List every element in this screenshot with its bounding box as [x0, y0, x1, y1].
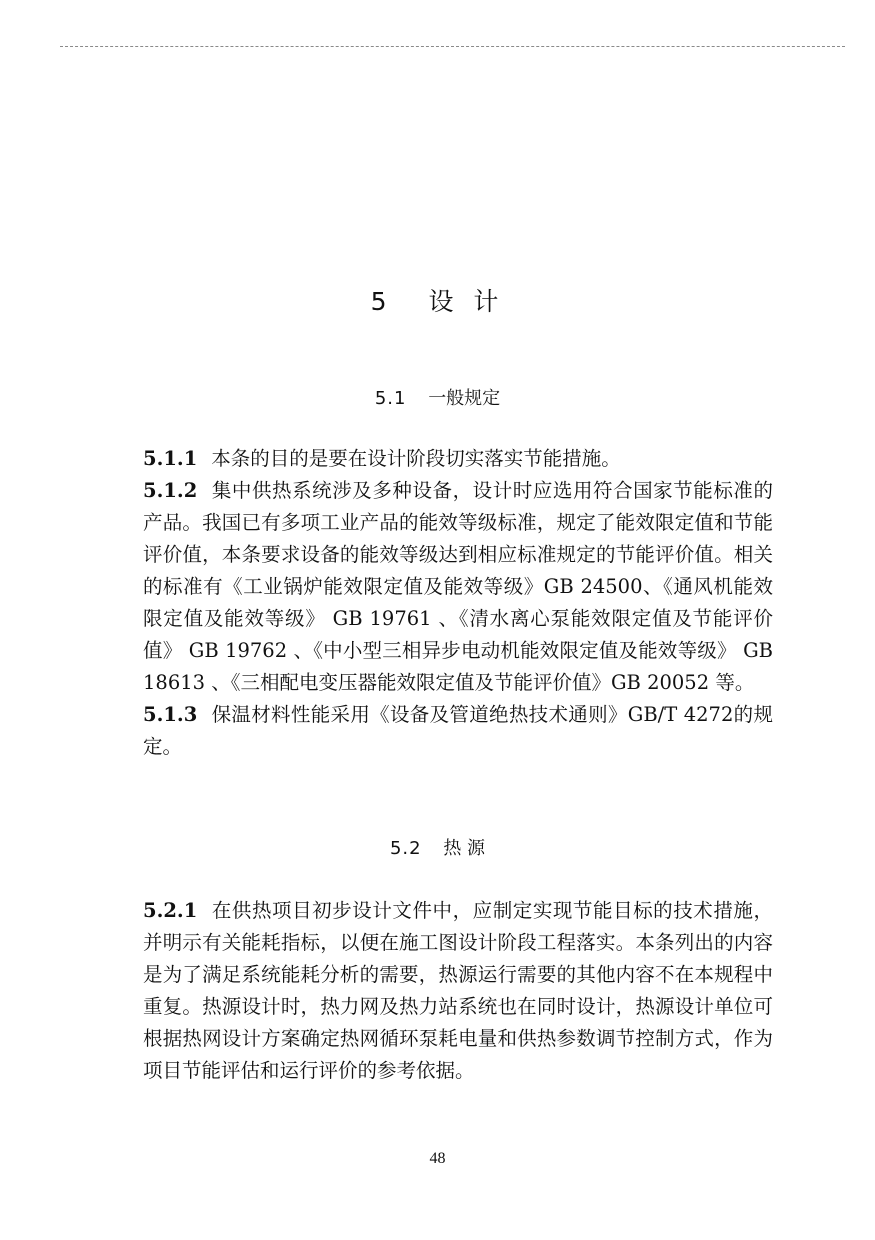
page-number: 48	[429, 1150, 446, 1167]
top-header-rule	[60, 46, 845, 47]
section-heading-5-1	[0, 384, 875, 410]
chapter-title: 设 计	[428, 287, 505, 316]
clause-5-2-1	[143, 895, 773, 1087]
clause-text: 本条的目的是要在设计阶段切实落实节能措施。	[211, 447, 621, 470]
section-title: 热 源	[443, 838, 486, 859]
section-title: 一般规定	[428, 388, 501, 409]
clause-text: 集中供热系统涉及多种设备，设计时应选用符合国家节能标准的产品。我国已有多项工业产品的能效等级标准，规定了能效限定值和节能评价值，本条要求设备的能效等级达到相应标准规定的节能评价值。相关的标准有《工业锅炉能效限定值及能效等级》GB 24500、《通风机能效限定值及能效等级》 GB 19761 、《清水离心泵能效限定值及节能评价值》 GB 19762 、《中小型三相异步电动机能效限定值及能效等级》 GB 18613 、《三相配电变压器能效限定值及节能评价值》GB 20052 等。	[143, 479, 773, 694]
section-body-5-2	[143, 895, 773, 1087]
section-number: 5.1	[374, 388, 407, 409]
chapter-number: 5	[370, 287, 393, 316]
section-body-5-1	[143, 443, 773, 763]
clause-5-1-1	[143, 443, 773, 475]
clause-5-1-2	[143, 475, 773, 699]
clause-text: 在供热项目初步设计文件中，应制定实现节能目标的技术措施，并明示有关能耗指标，以便在施工图设计阶段工程落实。本条列出的内容是为了满足系统能耗分析的需要，热源运行需要的其他内容不在本规程中重复。热源设计时，热力网及热力站系统也在同时设计，热源设计单位可根据热网设计方案确定热网循环泵耗电量和供热参数调节控制方式，作为项目节能评估和运行评价的参考依据。	[143, 899, 773, 1082]
clause-number: 5.1.1	[143, 447, 198, 470]
clause-number: 5.1.2	[143, 479, 198, 502]
clause-number: 5.2.1	[143, 899, 198, 922]
section-heading-5-2	[0, 834, 875, 860]
clause-text: 保温材料性能采用《设备及管道绝热技术通则》GB/T 4272的规定。	[143, 703, 773, 758]
clause-5-1-3	[143, 699, 773, 763]
section-number: 5.2	[389, 838, 422, 859]
chapter-heading	[0, 282, 875, 318]
clause-number: 5.1.3	[143, 703, 198, 726]
